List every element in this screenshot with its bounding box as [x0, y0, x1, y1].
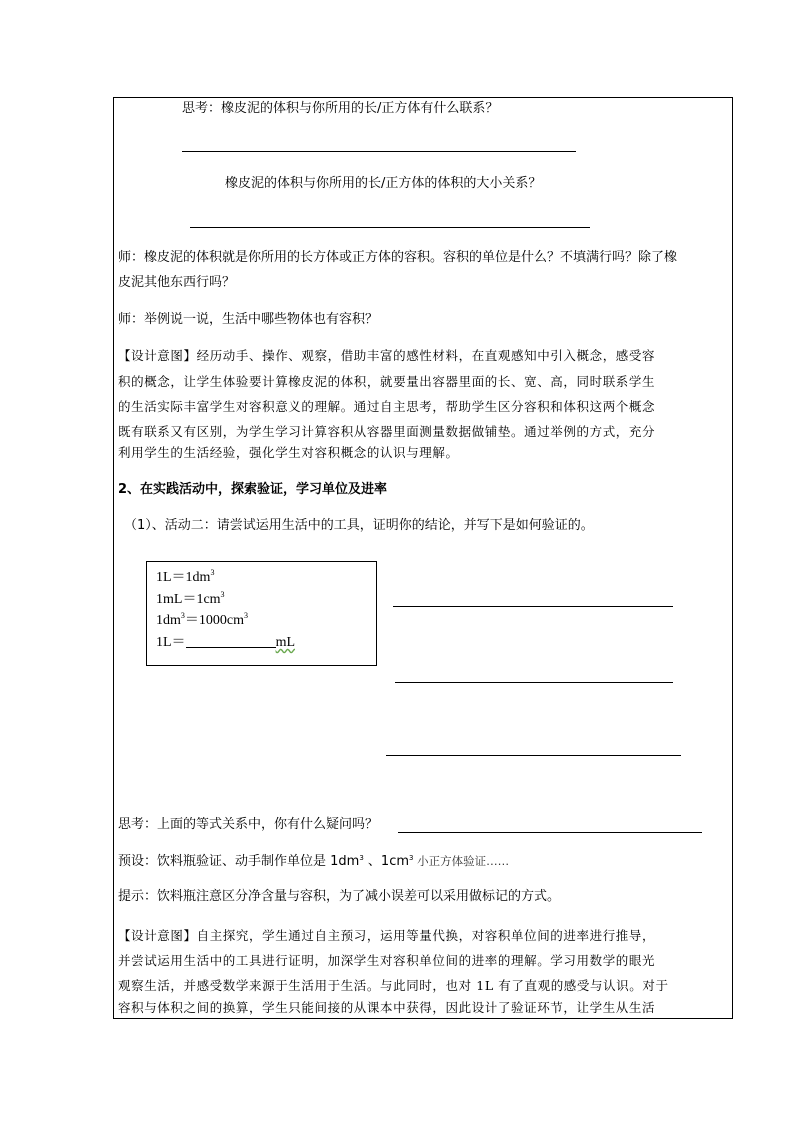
- teacher-line-2: 皮泥其他东西行吗？: [118, 275, 236, 290]
- design-intent-2-line-3: 观察生活，并感受数学来源于生活用于生活。与此同时，也对 1L 有了直观的感受与认识。对于: [118, 978, 669, 993]
- design-intent-1-line-2: 积的概念，让学生体验要计算橡皮泥的体积，就要量出容器里面的长、宽、高，同时联系学生: [118, 374, 656, 389]
- design-intent-1-line-4: 既有联系又有区别，为学生学习计算容积从容器里面测量数据做铺垫。通过举例的方式，充分: [118, 424, 656, 439]
- content-frame: [113, 97, 733, 1019]
- preset-line: 预设：饮料瓶验证、动手制作单位是 $1dm^3$ 、$1cm^3$ 小正方体验证……: [118, 854, 510, 869]
- think-question-2: 橡皮泥的体积与你所用的长/正方体的体积的大小关系？: [225, 176, 542, 191]
- design-intent-1-line-1: 【设计意图】经历动手、操作、观察，借助丰富的感性材料，在直观感知中引入概念，感受容: [118, 348, 656, 363]
- design-intent-1-line-3: 的生活实际丰富学生对容积意义的理解。通过自主思考，帮助学生区分容积和体积这两个概念: [118, 399, 656, 414]
- fill-blank[interactable]: [186, 634, 276, 648]
- design-intent-1-line-5: 利用学生的生活经验，强化学生对容积概念的认识与理解。: [118, 445, 459, 460]
- design-intent-2-line-2: 并尝试运用生活中的工具进行证明，加深学生对容积单位间的进率的理解。学习用数学的眼光: [118, 953, 656, 968]
- think-question-1: 思考：橡皮泥的体积与你所用的长/正方体有什么联系？: [182, 101, 499, 116]
- teacher-example-line: 师：举例说一说，生活中哪些物体也有容积？: [118, 312, 379, 327]
- verify-line-1: [393, 606, 673, 607]
- activity-instruction: （1）、活动二：请尝试运用生活中的工具，证明你的结论，并写下是如何验证的。: [124, 518, 594, 533]
- design-intent-2-line-4: 容积与体积之间的换算，学生只能间接的从课本中获得，因此设计了验证环节，让学生从生活: [118, 1000, 656, 1015]
- section-heading: 2、在实践活动中，探索验证，学习单位及进率: [118, 482, 388, 497]
- verify-line-3: [386, 755, 681, 756]
- unit-row-1: $1L=1dm^3$: [156, 568, 215, 585]
- unit-conversion-box: [146, 561, 377, 666]
- hint-line: 提示：饮料瓶注意区分净含量与容积，为了减小误差可以采用做标记的方式。: [118, 889, 561, 904]
- design-intent-2-line-1: 【设计意图】自主探究，学生通过自主预习，运用等量代换，对容积单位间的进率进行推导，: [118, 928, 656, 943]
- unit-row-4: 1L＝ mL: [156, 635, 296, 650]
- answer-line-1: [182, 151, 576, 152]
- unit-row-2: $1mL=1cm^3$: [156, 590, 225, 607]
- verify-line-2: [395, 682, 673, 683]
- think-question-3: 思考：上面的等式关系中，你有什么疑问吗？: [118, 817, 379, 832]
- answer-line-3: [398, 832, 702, 833]
- teacher-line-1: 师：橡皮泥的体积就是你所用的长方体或正方体的容积。容积的单位是什么？不填满行吗？除了橡: [118, 250, 678, 265]
- answer-line-2: [190, 227, 590, 228]
- unit-row-3: $1dm^3=1000cm^3$: [156, 611, 248, 628]
